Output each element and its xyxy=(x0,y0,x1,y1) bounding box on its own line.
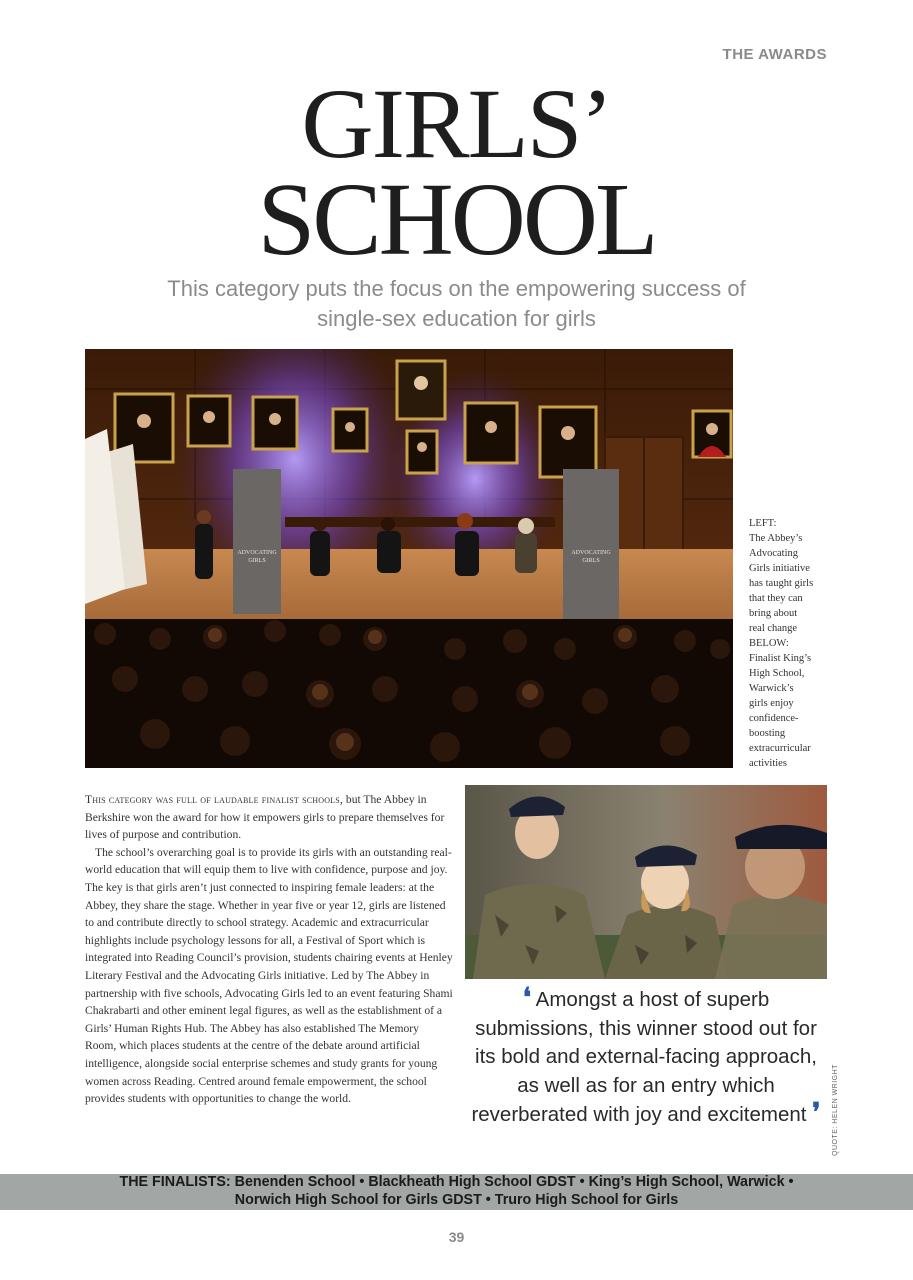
photo-caption xyxy=(749,516,833,771)
page-title-line-1: GIRLS’ xyxy=(301,68,612,179)
finalists-line-1: THE FINALISTS: Benenden School • Blackheath High School GDST • King’s High School, Warwick • xyxy=(119,1174,794,1190)
quote-open-icon: ❛ xyxy=(522,983,532,1012)
svg-text:ADVOCATING: ADVOCATING xyxy=(571,550,611,556)
article-paragraph-1-text: but The Abbey in Berkshire won the award for how it empowers girls to prepare themselves for lives of purpose and contribution. xyxy=(85,793,445,842)
pull-quote xyxy=(466,985,826,1130)
caption-below: BELOW: Finalist King’s High School, Warwick’s girls enjoy confidence- boosting extracurricular activities xyxy=(749,638,812,769)
main-photo-panel-event xyxy=(85,349,733,768)
svg-text:ADVOCATING: ADVOCATING xyxy=(237,550,277,556)
quote-close-icon: ❜ xyxy=(812,1098,821,1128)
finalists-bar xyxy=(0,1174,913,1210)
page-number: 39 xyxy=(448,1229,465,1245)
svg-text:GIRLS: GIRLS xyxy=(582,558,600,564)
cadets-photo-panel xyxy=(465,785,827,979)
article-paragraph-2: The school’s overarching goal is to provide its girls with an outstanding real-world education that will equip them to live with confidence, purpose and joy. The key is that girls aren’t just connected to inspiring female leaders: at the Abbey, they share the stage. Whether in year five or year 12, girls are listened to and contribute directly to school strategy. Academic and extracurricular highlights include psychology lessons for all, a Festival of Sport which is integrated into Reading Council’s provision, students chairing events at Henley Literary Festival and the Advocating Girls initiative. Led by The Abbey in partnership with five schools, Advocating Girls led to an event featuring Shami Chakrabarti and other eminent legal figures, as well as the establishment of a Girls’ Human Rights Hub. The Abbey has also established The Memory Room, which places students at the centre of the debate around artificial intelligence, alongside social enterprise schemes and study grants for young women across Reading. Centred around female empowerment, the school provides students with opportunities to change the world. xyxy=(85,845,453,1106)
standfirst: This category puts the focus on the empowering success of single-sex education for girls xyxy=(167,276,746,331)
page-title-line-2: SCHOOL xyxy=(257,162,656,277)
svg-text:GIRLS: GIRLS xyxy=(248,558,266,564)
article-lead-in: This category was full of laudable finalist schools, xyxy=(85,793,344,806)
article-body xyxy=(85,791,453,1108)
caption-left: LEFT: The Abbey’s Advocating Girls initiative has taught girls that they can bring about real change xyxy=(749,518,814,634)
article-paragraph-1 xyxy=(85,791,453,844)
quote-credit: QUOTE: HELEN WRIGHT xyxy=(832,1064,839,1156)
pull-quote-text: Amongst a host of superb submissions, this winner stood out for its bold and external-facing approach, as well as for an entry which reverberated with joy and excitement xyxy=(471,988,817,1127)
finalists-line-2: Norwich High School for Girls GDST • Truro High School for Girls xyxy=(234,1191,679,1208)
section-label: THE AWARDS xyxy=(722,46,827,63)
